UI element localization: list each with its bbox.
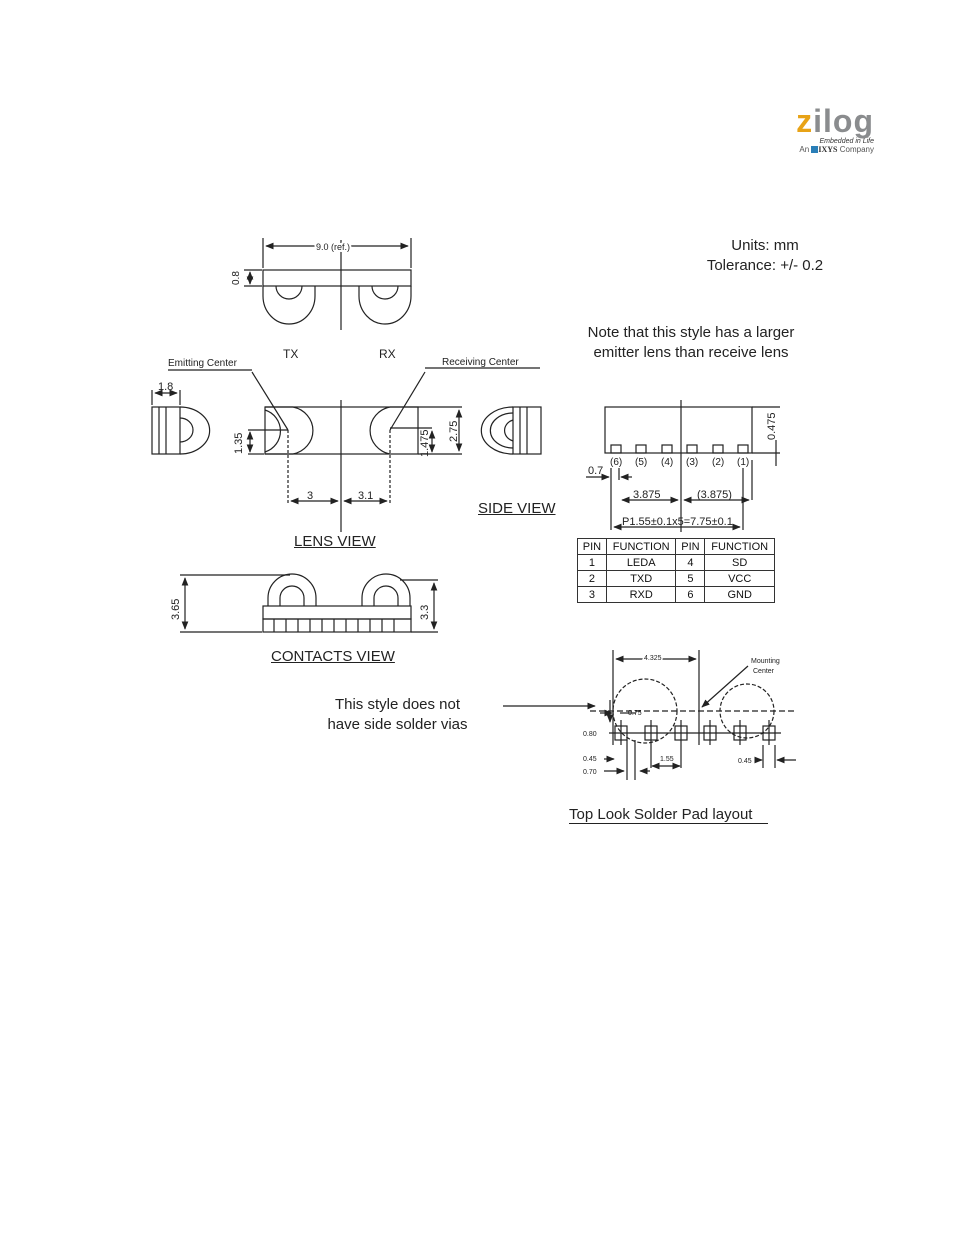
dim-0-8: 0.8 xyxy=(231,271,242,285)
contacts-view-title: CONTACTS VIEW xyxy=(271,648,395,665)
lens-note-line-1: Note that this style has a larger xyxy=(587,324,795,341)
dim-9-ref: 9.0 (ref.) xyxy=(316,242,351,252)
table-cell: 6 xyxy=(676,587,705,603)
table-cell: 1 xyxy=(578,555,607,571)
table-cell: 2 xyxy=(578,571,607,587)
logo-company: Company xyxy=(839,145,874,154)
table-cell: TXD xyxy=(606,571,676,587)
table-cell: RXD xyxy=(606,587,676,603)
dim-1-475: 1.475 xyxy=(419,429,431,457)
vias-note-line-1: This style does not xyxy=(334,696,461,713)
dim-3-875-ref: (3.875) xyxy=(697,489,732,501)
dim-3: 3 xyxy=(307,490,314,502)
right-side-view xyxy=(481,407,541,454)
dim-0-45-right: 0.45 xyxy=(738,758,752,765)
logo-z-letter: z xyxy=(796,103,814,139)
logo-ixys: IXYS xyxy=(818,145,838,154)
side-pin-label: (1) xyxy=(737,457,750,468)
mounting-center-label-1: Mounting xyxy=(751,658,780,665)
solder-pad-title: Top Look Solder Pad layout xyxy=(569,806,768,824)
rx-label: RX xyxy=(379,347,396,361)
dim-4-325: 4.325 xyxy=(644,655,662,662)
lens-view-title: LENS VIEW xyxy=(294,533,376,550)
dim-0-70: 0.70 xyxy=(583,769,597,776)
dim-1-55: 1.55 xyxy=(660,756,674,763)
side-pin-label: (6) xyxy=(610,457,623,468)
dim-1-35: 1.35 xyxy=(233,432,245,454)
receiving-center-label: Receiving Center xyxy=(442,357,519,368)
table-header: PIN xyxy=(676,539,705,555)
dim-2-75: 2.75 xyxy=(448,420,460,442)
dim-1-8: 1.8 xyxy=(158,381,174,393)
tolerance-text: Tolerance: +/- 0.2 xyxy=(706,257,824,274)
logo-an: An xyxy=(799,145,810,154)
table-cell: GND xyxy=(705,587,775,603)
dim-0-45-left: 0.45 xyxy=(583,756,597,763)
mounting-center-label-2: Center xyxy=(753,668,775,675)
side-pin-label: (3) xyxy=(686,457,699,468)
dim-0-75: 0.75 xyxy=(628,710,642,717)
dim-3-1: 3.1 xyxy=(358,490,374,502)
units-text: Units: mm xyxy=(731,237,799,254)
table-header: PIN xyxy=(578,539,607,555)
vias-note-line-2: have side solder vias xyxy=(327,716,468,733)
dim-0-7: 0.7 xyxy=(588,465,604,477)
table-cell: SD xyxy=(705,555,775,571)
lens-note-line-2: emitter lens than receive lens xyxy=(593,344,789,361)
side-view-title: SIDE VIEW xyxy=(478,500,556,517)
table-header: FUNCTION xyxy=(705,539,775,555)
side-pin-label: (5) xyxy=(635,457,648,468)
tx-label: TX xyxy=(283,347,299,361)
table-cell: LEDA xyxy=(606,555,676,571)
dim-3-875: 3.875 xyxy=(633,489,661,501)
contacts-view-outline xyxy=(180,574,438,632)
table-cell: 3 xyxy=(578,587,607,603)
dim-3-3: 3.3 xyxy=(419,604,431,620)
table-header: FUNCTION xyxy=(606,539,676,555)
left-side-view xyxy=(152,390,210,454)
table-cell: 5 xyxy=(676,571,705,587)
dim-pitch: P1.55±0.1x5=7.75±0.1 xyxy=(622,516,733,528)
dim-3-65: 3.65 xyxy=(170,598,182,620)
side-pin-label: (4) xyxy=(661,457,674,468)
emitting-center-label: Emitting Center xyxy=(168,358,237,369)
logo-word-rest: ilog xyxy=(813,103,874,139)
table-cell: 4 xyxy=(676,555,705,571)
dim-0-475: 0.475 xyxy=(766,412,778,440)
table-cell: VCC xyxy=(705,571,775,587)
lens-view-outline xyxy=(168,368,540,532)
side-pin-label: (2) xyxy=(712,457,725,468)
logo-tagline: Embedded in Life xyxy=(819,138,874,145)
dim-0-80: 0.80 xyxy=(583,731,597,738)
